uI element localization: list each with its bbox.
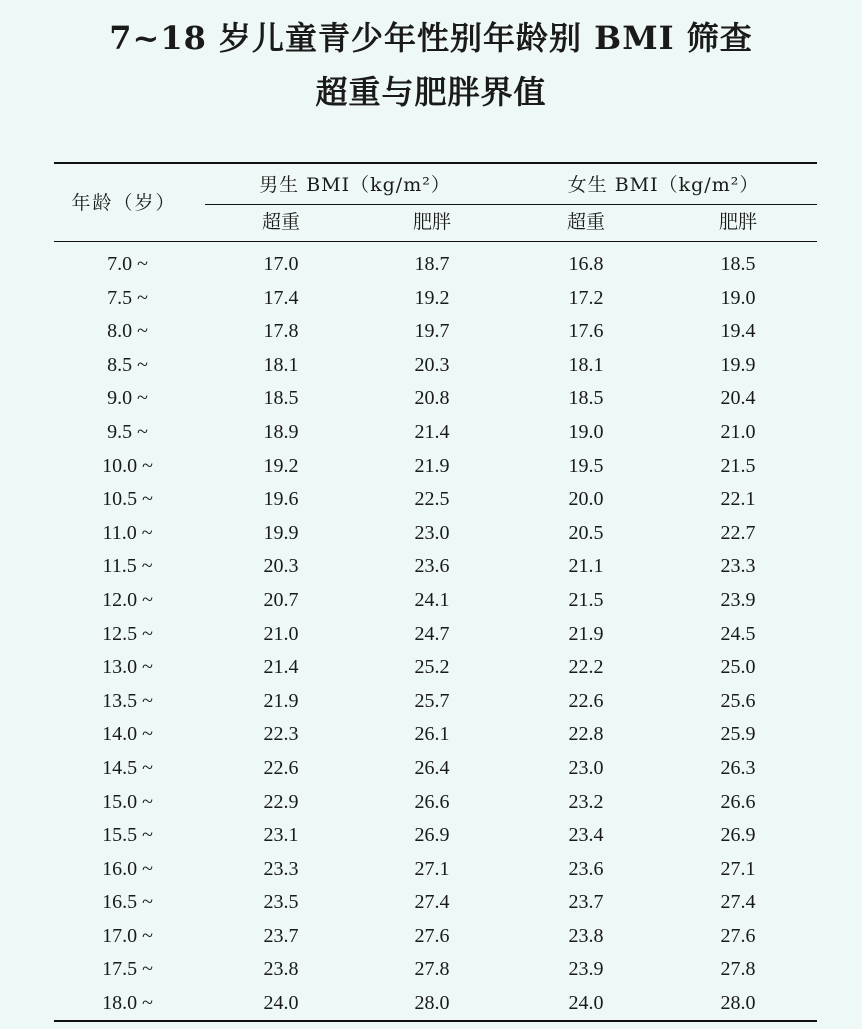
male-obese-cell: 27.8 xyxy=(414,958,450,981)
header-male-bmi: 男生 BMI（kg/m²） xyxy=(259,174,451,196)
male-obese-cell: 22.5 xyxy=(414,488,450,511)
age-cell: 15.0 ~ xyxy=(102,790,153,813)
male-overweight-cell: 18.5 xyxy=(263,387,299,410)
female-obese-cell: 20.4 xyxy=(720,387,756,410)
male-obese-cell: 24.1 xyxy=(414,588,450,611)
age-cell: 16.0 ~ xyxy=(102,857,153,880)
table-row xyxy=(0,517,862,551)
female-obese-cell: 26.6 xyxy=(720,790,756,813)
female-overweight-cell: 22.8 xyxy=(568,723,604,746)
table-row xyxy=(0,248,862,282)
female-overweight-cell: 20.5 xyxy=(568,521,604,544)
male-obese-cell: 23.6 xyxy=(414,555,450,578)
table-top-rule xyxy=(54,162,817,164)
female-obese-cell: 24.5 xyxy=(720,622,756,645)
table-row xyxy=(0,920,862,954)
age-cell: 8.5 ~ xyxy=(107,353,148,376)
table-bottom-rule xyxy=(54,1020,817,1022)
age-cell: 12.0 ~ xyxy=(102,588,153,611)
male-obese-cell: 26.4 xyxy=(414,756,450,779)
age-cell: 16.5 ~ xyxy=(102,891,153,914)
table-row xyxy=(0,987,862,1021)
female-obese-cell: 26.9 xyxy=(720,824,756,847)
header-female-overweight: 超重 xyxy=(566,211,605,233)
female-overweight-cell: 23.7 xyxy=(568,891,604,914)
table-row xyxy=(0,819,862,853)
age-cell: 7.0 ~ xyxy=(107,253,148,275)
female-obese-cell: 19.0 xyxy=(720,286,756,309)
table-row xyxy=(0,886,862,920)
male-obese-cell: 25.2 xyxy=(414,656,450,679)
female-obese-cell: 27.4 xyxy=(720,891,756,914)
male-overweight-cell: 17.4 xyxy=(263,286,299,309)
age-cell: 11.5 ~ xyxy=(102,555,153,578)
female-overweight-cell: 20.0 xyxy=(568,488,604,511)
age-cell: 13.0 ~ xyxy=(102,656,153,679)
male-obese-cell: 20.3 xyxy=(414,353,450,376)
female-obese-cell: 22.1 xyxy=(720,488,756,511)
male-overweight-cell: 19.2 xyxy=(263,454,299,477)
male-overweight-cell: 23.3 xyxy=(263,857,299,880)
female-overweight-cell: 17.6 xyxy=(568,320,604,343)
age-cell: 12.5 ~ xyxy=(102,622,153,645)
age-cell: 10.0 ~ xyxy=(102,454,153,477)
female-overweight-cell: 17.2 xyxy=(568,286,604,309)
page-title: 7~18 岁儿童青少年性别年龄别 BMI 筛查 xyxy=(109,19,753,57)
table-body xyxy=(0,248,862,1021)
age-cell: 17.5 ~ xyxy=(102,958,153,981)
female-obese-cell: 21.0 xyxy=(720,420,756,443)
table-row xyxy=(0,786,862,820)
male-obese-cell: 21.4 xyxy=(414,420,450,443)
age-cell: 9.5 ~ xyxy=(107,420,148,443)
female-obese-cell: 21.5 xyxy=(720,454,756,477)
table-row xyxy=(0,685,862,719)
age-cell: 17.0 ~ xyxy=(102,924,153,947)
age-cell: 13.5 ~ xyxy=(102,689,153,712)
table-row xyxy=(0,382,862,416)
female-obese-cell: 23.9 xyxy=(720,588,756,611)
male-obese-cell: 23.0 xyxy=(414,521,450,544)
table-row xyxy=(0,282,862,316)
male-obese-cell: 20.8 xyxy=(414,387,450,410)
female-overweight-cell: 21.5 xyxy=(568,588,604,611)
female-overweight-cell: 23.2 xyxy=(568,790,604,813)
male-obese-cell: 21.9 xyxy=(414,454,450,477)
female-obese-cell: 27.6 xyxy=(720,924,756,947)
table-row xyxy=(0,550,862,584)
age-cell: 14.0 ~ xyxy=(102,723,153,746)
header-female-obese: 肥胖 xyxy=(718,211,757,233)
male-overweight-cell: 19.9 xyxy=(263,521,299,544)
male-obese-cell: 27.1 xyxy=(414,857,450,880)
male-overweight-cell: 20.3 xyxy=(263,555,299,578)
female-obese-cell: 19.4 xyxy=(720,320,756,343)
male-overweight-cell: 17.0 xyxy=(263,253,299,275)
female-overweight-cell: 22.6 xyxy=(568,689,604,712)
female-obese-cell: 27.8 xyxy=(720,958,756,981)
header-male-overweight: 超重 xyxy=(261,211,300,233)
female-obese-cell: 18.5 xyxy=(720,253,756,275)
female-overweight-cell: 19.0 xyxy=(568,420,604,443)
male-overweight-cell: 22.9 xyxy=(263,790,299,813)
female-overweight-cell: 23.4 xyxy=(568,824,604,847)
male-overweight-cell: 18.9 xyxy=(263,420,299,443)
age-cell: 11.0 ~ xyxy=(102,521,153,544)
age-cell: 9.0 ~ xyxy=(107,387,148,410)
male-overweight-cell: 24.0 xyxy=(263,992,299,1015)
table-row xyxy=(0,416,862,450)
female-obese-cell: 27.1 xyxy=(720,857,756,880)
female-overweight-cell: 16.8 xyxy=(568,253,604,275)
male-overweight-cell: 17.8 xyxy=(263,320,299,343)
female-overweight-cell: 19.5 xyxy=(568,454,604,477)
male-overweight-cell: 23.8 xyxy=(263,958,299,981)
female-overweight-cell: 23.8 xyxy=(568,924,604,947)
age-cell: 18.0 ~ xyxy=(102,992,153,1015)
male-overweight-cell: 18.1 xyxy=(263,353,299,376)
age-cell: 14.5 ~ xyxy=(102,756,153,779)
male-obese-cell: 26.9 xyxy=(414,824,450,847)
male-obese-cell: 28.0 xyxy=(414,992,450,1015)
male-overweight-cell: 22.6 xyxy=(263,756,299,779)
female-obese-cell: 19.9 xyxy=(720,353,756,376)
age-cell: 8.0 ~ xyxy=(107,320,148,343)
male-overweight-cell: 21.0 xyxy=(263,622,299,645)
male-overweight-cell: 23.7 xyxy=(263,924,299,947)
header-bottom-rule xyxy=(54,241,817,242)
table-row xyxy=(0,618,862,652)
table-row xyxy=(0,584,862,618)
male-obese-cell: 24.7 xyxy=(414,622,450,645)
table-row xyxy=(0,651,862,685)
female-overweight-cell: 23.9 xyxy=(568,958,604,981)
female-overweight-cell: 23.0 xyxy=(568,756,604,779)
table-row xyxy=(0,752,862,786)
male-obese-cell: 26.6 xyxy=(414,790,450,813)
table-row xyxy=(0,349,862,383)
male-obese-cell: 19.7 xyxy=(414,320,450,343)
male-overweight-cell: 20.7 xyxy=(263,588,299,611)
female-overweight-cell: 24.0 xyxy=(568,992,604,1015)
male-overweight-cell: 21.4 xyxy=(263,656,299,679)
age-cell: 15.5 ~ xyxy=(102,824,153,847)
female-obese-cell: 25.6 xyxy=(720,689,756,712)
female-obese-cell: 23.3 xyxy=(720,555,756,578)
female-obese-cell: 28.0 xyxy=(720,992,756,1015)
male-obese-cell: 26.1 xyxy=(414,723,450,746)
male-overweight-cell: 22.3 xyxy=(263,723,299,746)
female-overweight-cell: 23.6 xyxy=(568,857,604,880)
male-obese-cell: 19.2 xyxy=(414,286,450,309)
female-overweight-cell: 21.1 xyxy=(568,555,604,578)
male-obese-cell: 27.6 xyxy=(414,924,450,947)
table-row xyxy=(0,953,862,987)
page-subtitle: 超重与肥胖界值 xyxy=(315,73,547,111)
female-overweight-cell: 18.1 xyxy=(568,353,604,376)
female-obese-cell: 26.3 xyxy=(720,756,756,779)
header-age: 年龄（岁） xyxy=(71,192,177,214)
table-row xyxy=(0,483,862,517)
female-overweight-cell: 18.5 xyxy=(568,387,604,410)
male-overweight-cell: 23.5 xyxy=(263,891,299,914)
male-obese-cell: 27.4 xyxy=(414,891,450,914)
male-obese-cell: 25.7 xyxy=(414,689,450,712)
header-female-bmi: 女生 BMI（kg/m²） xyxy=(567,174,760,196)
female-obese-cell: 25.9 xyxy=(720,723,756,746)
header-male-obese: 肥胖 xyxy=(412,211,451,233)
female-overweight-cell: 21.9 xyxy=(568,622,604,645)
female-overweight-cell: 22.2 xyxy=(568,656,604,679)
male-overweight-cell: 21.9 xyxy=(263,689,299,712)
female-obese-cell: 22.7 xyxy=(720,521,756,544)
table-row xyxy=(0,315,862,349)
table-row xyxy=(0,718,862,752)
header-group-rule xyxy=(205,204,817,205)
female-obese-cell: 25.0 xyxy=(720,656,756,679)
male-overweight-cell: 23.1 xyxy=(263,824,299,847)
table-row xyxy=(0,853,862,887)
age-cell: 7.5 ~ xyxy=(107,286,148,309)
male-obese-cell: 18.7 xyxy=(414,253,450,275)
table-row xyxy=(0,450,862,484)
male-overweight-cell: 19.6 xyxy=(263,488,299,511)
age-cell: 10.5 ~ xyxy=(102,488,153,511)
